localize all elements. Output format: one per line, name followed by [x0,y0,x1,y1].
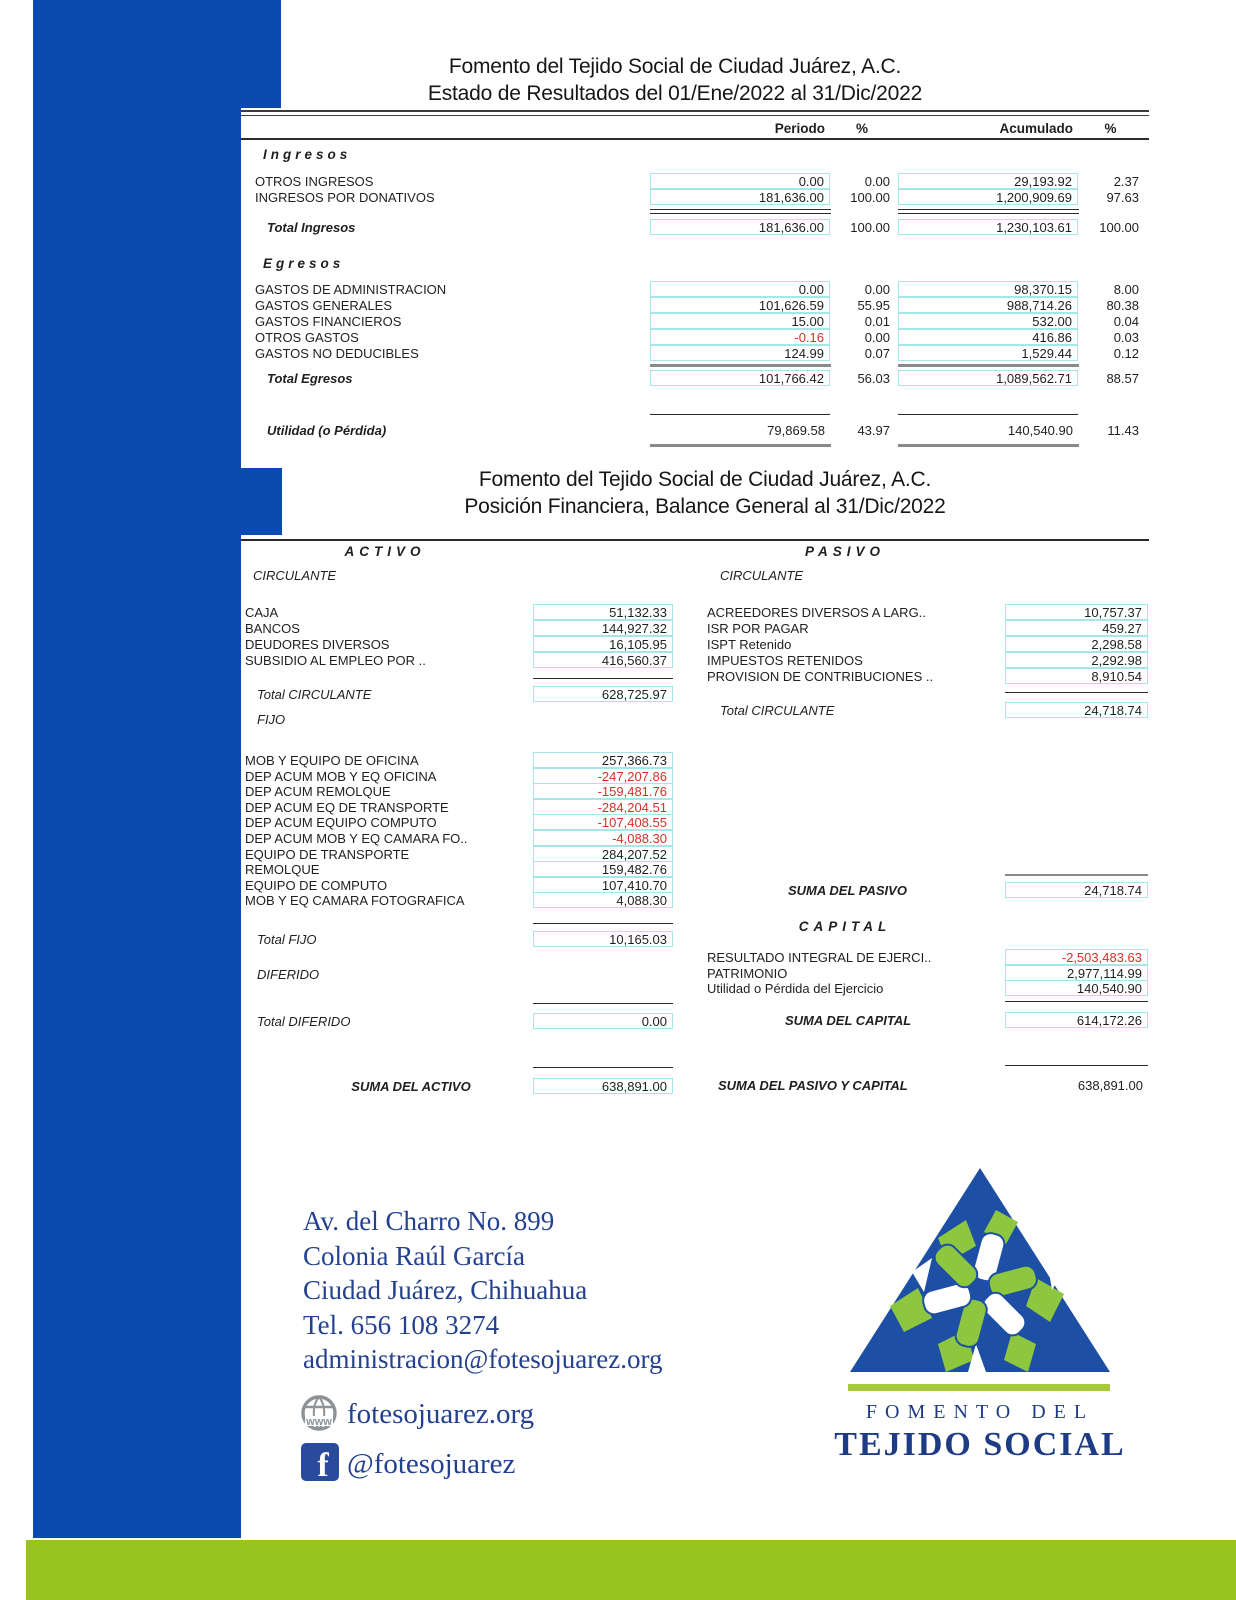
table-row: GASTOS FINANCIEROS 15.00 0.01 532.00 0.04 [255,314,1139,329]
pasivo-circulante-header: CIRCULANTE [720,568,804,583]
address-line: Colonia Raúl García [303,1240,525,1271]
table-row: GASTOS NO DEDUCIBLES 124.99 0.07 1,529.44 0.12 [255,346,1139,361]
suma-activo-value: 638,891.00 [533,1078,673,1094]
facebook-icon [300,1442,340,1482]
section-ingresos: Ingresos [263,147,352,162]
total-diferido-value: 0.00 [533,1013,673,1029]
total-circulante-activo-label: Total CIRCULANTE [257,687,372,702]
address-line: Ciudad Juárez, Chihuahua [303,1275,588,1305]
website-link: fotesojuarez.org [347,1398,535,1430]
total-egresos-pct2: 88.57 [1106,371,1139,386]
total-fijo-value: 10,165.03 [533,931,673,947]
org-logo [820,1160,1140,1470]
table-row: DEP ACUM REMOLQUE -159,481.76 [241,784,1149,800]
table-row: BANCOS 144,927.32 [241,621,1149,637]
statement1-org-title: Fomento del Tejido Social de Ciudad Juárez, A.C. [448,55,902,78]
suma-pasivo-capital-label: SUMA DEL PASIVO Y CAPITAL [718,1078,908,1093]
svg-text:f: f [317,1447,329,1482]
table-row: ACREEDORES DIVERSOS A LARG.. 10,757.37 [241,605,1149,621]
suma-pasivo-capital-value: 638,891.00 [1077,1078,1143,1093]
statement2-org-title: Fomento del Tejido Social de Ciudad Juárez, A.C. [478,468,932,491]
table-row: OTROS INGRESOS 0.00 0.00 29,193.92 2.37 [255,174,1139,189]
table-row: PROVISION DE CONTRIBUCIONES .. 8,910.54 [241,669,1149,685]
table-row: INGRESOS POR DONATIVOS 181,636.00 100.00 1,200,909.69 97.63 [255,190,1139,205]
activo-header: ACTIVO [344,544,426,559]
logo-text-line2: TEJIDO SOCIAL [834,1426,1126,1463]
table-row: DEP ACUM MOB Y EQ CAMARA FO.. -4,088.30 [241,831,1149,847]
capital-header: CAPITAL [798,919,892,934]
suma-pasivo-label: SUMA DEL PASIVO [788,883,907,898]
address-line: Av. del Charro No. 899 [303,1206,555,1236]
col-header-periodo: Periodo [774,121,825,136]
col-header-pct1: % [855,121,868,136]
logo-underline [848,1384,1110,1391]
total-egresos-pct1: 56.03 [857,371,890,386]
col-header-acumulado: Acumulado [999,121,1073,136]
table-row: DEP ACUM MOB Y EQ OFICINA -247,207.86 [241,769,1149,785]
total-egresos-acumulado: 1,089,562.71 [898,370,1078,386]
total-egresos-periodo: 101,766.42 [650,370,830,386]
total-ingresos-pct1: 100.00 [850,220,890,235]
utilidad-pct2: 11.43 [1107,423,1139,438]
suma-pasivo-value: 24,718.74 [1005,882,1148,898]
total-circulante-pasivo-value: 24,718.74 [1005,702,1148,718]
utilidad-periodo: 79,869.58 [767,423,825,438]
total-circulante-pasivo-label: Total CIRCULANTE [720,703,835,718]
statement1-doc-title: Estado de Resultados del 01/Ene/2022 al 31/Dic/2022 [427,82,923,105]
table-row: REMOLQUE 159,482.76 [241,862,1149,878]
total-ingresos-acumulado: 1,230,103.61 [898,219,1078,235]
total-ingresos-label: Total Ingresos [267,220,356,235]
table-row: MOB Y EQ CAMARA FOTOGRAFICA 4,088.30 [241,893,1149,909]
total-ingresos-periodo: 181,636.00 [650,219,830,235]
suma-capital-label: SUMA DEL CAPITAL [785,1013,912,1028]
utilidad-label: Utilidad (o Pérdida) [267,423,387,438]
suma-capital-value: 614,172.26 [1005,1012,1148,1028]
table-row: MOB Y EQUIPO DE OFICINA 257,366.73 [241,753,1149,769]
utilidad-acumulado: 140,540.90 [1007,423,1073,438]
total-ingresos-pct2: 100.00 [1099,220,1139,235]
table-row: GASTOS GENERALES 101,626.59 55.95 988,714.26 80.38 [255,298,1139,313]
logo-text-line1: FOMENTO DEL [865,1401,1095,1423]
diferido-header: DIFERIDO [257,967,320,982]
table-row: Utilidad o Pérdida del Ejercicio 140,540.90 [241,981,1149,997]
suma-activo-label: SUMA DEL ACTIVO [351,1079,471,1094]
table-row: PATRIMONIO 2,977,114.99 [241,966,1149,982]
svg-text:www: www [306,1416,332,1428]
address-line: Tel. 656 108 3274 [303,1309,500,1340]
total-circulante-activo-value: 628,725.97 [533,686,673,702]
section-egresos: Egresos [263,256,345,271]
table-row: SUBSIDIO AL EMPLEO POR .. 416,560.37 [241,653,1149,669]
total-diferido-label: Total DIFERIDO [257,1014,351,1029]
table-row: EQUIPO DE TRANSPORTE 284,207.52 [241,847,1149,863]
table-row: DEUDORES DIVERSOS 16,105.95 [241,637,1149,653]
fijo-header: FIJO [257,712,286,727]
total-fijo-label: Total FIJO [257,932,317,947]
facebook-handle: @fotesojuarez [347,1448,516,1480]
pasivo-header: PASIVO [804,544,885,559]
table-row: CAJA 51,132.33 [241,605,1149,621]
table-row: DEP ACUM EQUIPO COMPUTO -107,408.55 [241,815,1149,831]
globe-icon [298,1392,340,1434]
total-egresos-label: Total Egresos [267,371,353,386]
table-row: IMPUESTOS RETENIDOS 2,292.98 [241,653,1149,669]
utilidad-pct1: 43.97 [857,423,890,438]
table-row: OTROS GASTOS -0.16 0.00 416.86 0.03 [255,330,1139,345]
table-row: DEP ACUM EQ DE TRANSPORTE -284,204.51 [241,800,1149,816]
col-header-pct2: % [1104,121,1117,136]
table-row: ISPT Retenido 2,298.58 [241,637,1149,653]
address-line: administracion@fotesojuarez.org [303,1344,663,1374]
table-row: RESULTADO INTEGRAL DE EJERCI.. -2,503,483.63 [241,950,1149,966]
activo-circulante-header: CIRCULANTE [253,568,337,583]
table-row: GASTOS DE ADMINISTRACION 0.00 0.00 98,370.15 8.00 [255,282,1139,297]
statement2-doc-title: Posición Financiera, Balance General al 31/Dic/2022 [464,495,946,518]
table-row: ISR POR PAGAR 459.27 [241,621,1149,637]
table-row: EQUIPO DE COMPUTO 107,410.70 [241,878,1149,894]
